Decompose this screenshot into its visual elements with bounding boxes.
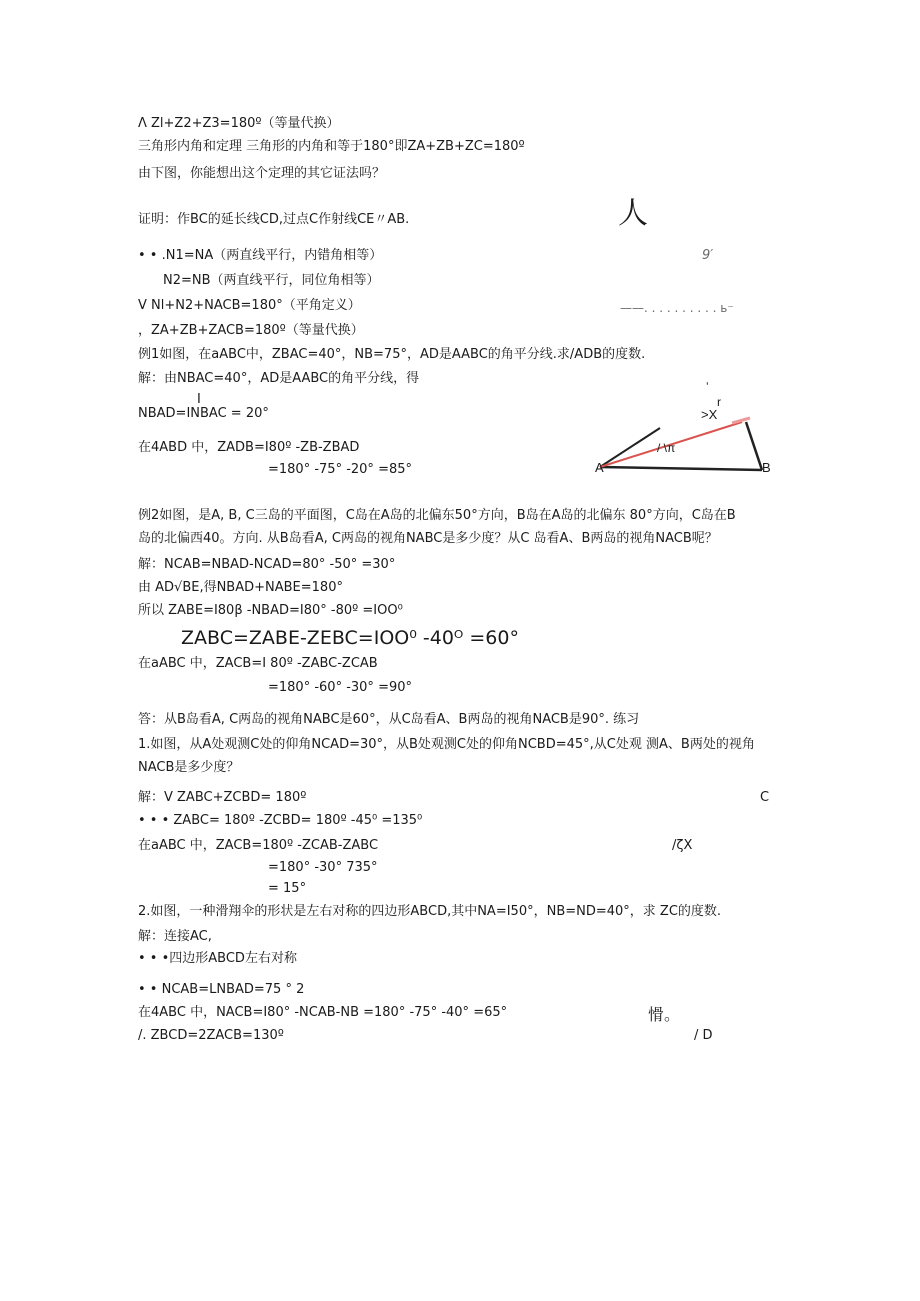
exercise-2-heading: 2.如图，一种滑翔伞的形状是左右对称的四边形ABCD,其中NA=I50°，NB=ND=40°，求 ZC的度数. [138, 904, 722, 919]
text-line: 岛的北偏西40。方向. 从B岛看A, C两岛的视角NABC是多少度？从C 岛看A、B两岛的视角NACB呢？ [138, 531, 718, 546]
text-line: 在4ABC 中，NACB=I80° -NCAB-NB =180° -75° -40° =65° [138, 1005, 508, 1020]
vertex-label-b: B [762, 460, 771, 475]
text-line: /. ZBCD=2ZACB=130º [138, 1028, 284, 1043]
text-line: =180° -30° 735° [268, 860, 378, 875]
figure-fragment: C [760, 790, 770, 805]
vertex-label-a: A [595, 460, 604, 475]
figure-fragment: /ζX [672, 838, 693, 853]
text-line: 解：V ZABC+ZCBD= 180º [138, 790, 307, 805]
text-line: 解：连接AC, [138, 929, 212, 944]
text-line: =180° -60° -30° =90° [268, 680, 413, 695]
vertex-label-r: r [717, 395, 721, 409]
text-line: V Nl+N2+NACB=180°（平角定义） [138, 298, 361, 313]
text-line: 所以 ZABE=I80β -NBAD=I80° -80º =IOO⁰ [138, 603, 403, 618]
text-line: I [197, 392, 201, 407]
figure-fragment: 愲。 [648, 1005, 681, 1024]
example-2-heading: 例2如图，是A, B, C三岛的平面图，C岛在A岛的北偏东50°方向，B岛在A岛的北偏东 80°方向，C岛在B [138, 508, 736, 523]
question-line: 由下图，你能想出这个定理的其它证法吗？ [138, 166, 386, 181]
text-line: = 15° [268, 881, 307, 896]
triangle-side-ac [600, 428, 660, 467]
figure-fragment: ——. . . . . . . . . . ь⁻ [620, 301, 734, 315]
theorem-line: 三角形内角和定理 三角形的内角和等于180°即ZA+ZB+ZC=180º [138, 139, 525, 154]
text-line: =180° -75° -20° =85° [268, 462, 413, 477]
figure-tick: ʼ [706, 380, 709, 394]
text-line: Λ Zl+Z2+Z3=180º（等量代换） [138, 116, 340, 131]
example-1-heading: 例1如图，在aABC中，ZBAC=40°，NB=75°，AD是AABC的角平分线.求/ADB的度数. [138, 347, 646, 362]
text-line: 在4ABD 中，ZADB=I80º -ZB-ZBAD [138, 440, 360, 455]
proof-line: 证明：作BC的延长线CD,过点C作射线CE〃AB. [138, 212, 410, 227]
text-line: • • NCAB=LNBAD=75 ° 2 [138, 982, 305, 997]
triangle-side-ab [600, 467, 762, 470]
exercise-1-heading: 1.如图，从A处观测C处的仰角NCAD=30°，从B处观测C处的仰角NCBD=45°,从C处观 测A、B两处的视角 [138, 737, 755, 752]
answer-line: 答：从B岛看A, C两岛的视角NABC是60°，从C岛看A、B两岛的视角NACB是90°. 练习 [138, 712, 640, 727]
vertex-label-x: >X [701, 407, 718, 422]
large-formula-line: ZABC=ZABE-ZEBC=IOO⁰ -40ᴼ =60° [181, 627, 519, 649]
text-line: ，ZA+ZB+ZACB=180º（等量代换） [138, 323, 364, 338]
text-line: NACB是多少度？ [138, 760, 240, 775]
text-line: • • • ZABC= 180º -ZCBD= 180º -45⁰ =135⁰ [138, 813, 423, 828]
text-line: 解：由NBAC=40°，AD是AABC的角平分线，得 [138, 371, 420, 386]
text-line: 在aABC 中，ZACB=180º -ZCAB-ZABC [138, 838, 379, 853]
text-line: • • .N1=NA（两直线平行，内错角相等） [138, 248, 383, 263]
text-line: • • •四边形ABCD左右对称 [138, 951, 297, 966]
figure-fragment: 9′ [702, 248, 714, 263]
text-line: N2=NB（两直线平行，同位角相等） [163, 273, 380, 288]
figure-fragment: 人 [618, 196, 648, 231]
text-line: 在aABC 中，ZACB=I 80º -ZABC-ZCAB [138, 656, 378, 671]
text-line: 由 AD√BE,得NBAD+NABE=180° [138, 580, 343, 595]
text-line: NBAD=INBAC = 20° [138, 406, 269, 421]
figure-fragment: / D [694, 1028, 713, 1043]
triangle-side-bc [746, 422, 762, 470]
angle-mark: / \π [657, 441, 676, 455]
text-line: 解：NCAB=NBAD-NCAD=80° -50° =30° [138, 557, 396, 572]
